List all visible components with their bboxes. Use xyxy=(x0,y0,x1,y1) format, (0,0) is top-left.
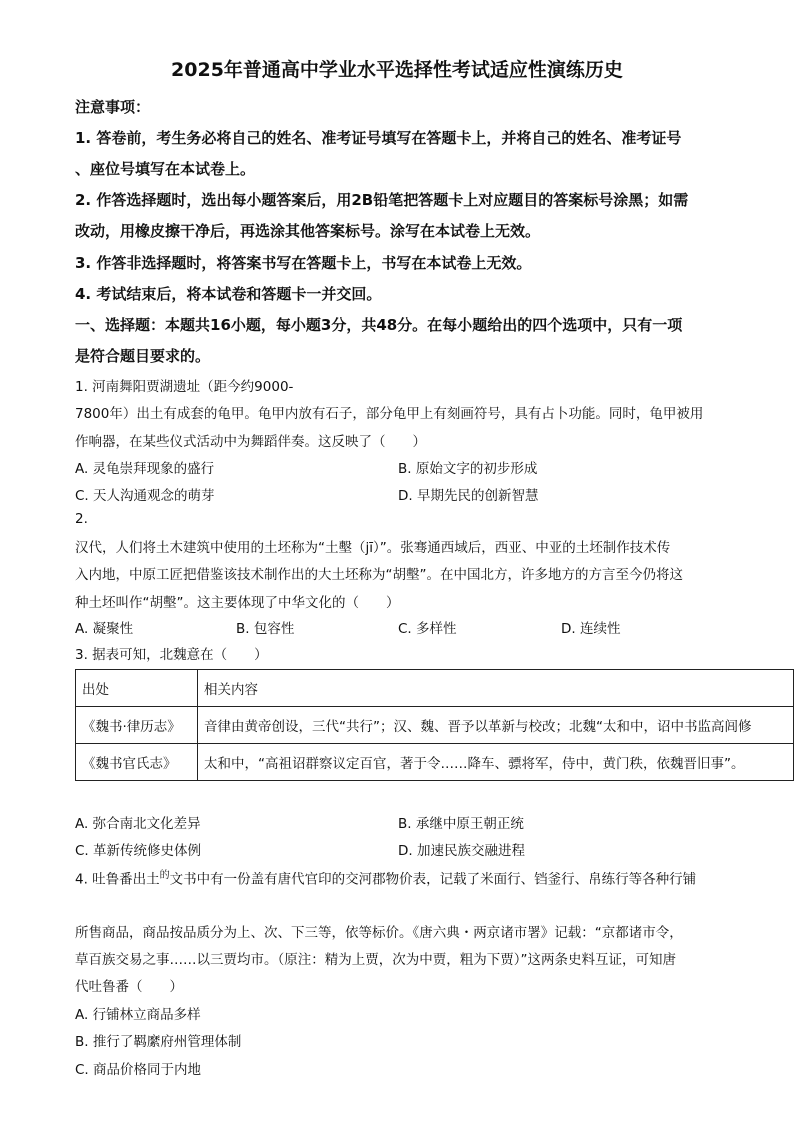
q4-stem-1a: 4. 吐鲁番出土 xyxy=(75,871,160,888)
table-cell-source: 《魏书官氏志》 xyxy=(76,744,198,781)
table-cell-content: 音律由黄帝创设，三代“共行”；汉、魏、晋予以革新与校改；北魏“太和中，诏中书监高闾修 xyxy=(198,707,794,744)
source-table xyxy=(75,669,794,781)
q1-stem-3: 作响器，在某些仪式活动中为舞蹈伴奏。这反映了（ ） xyxy=(75,434,426,450)
q1-option-a[interactable]: A. 灵龟崇拜现象的盛行 xyxy=(75,461,215,477)
section-heading: 一、选择题：本题共16小题，每小题3分，共48分。在每小题给出的四个选项中，只有一项 xyxy=(75,316,683,334)
q3-option-b[interactable]: B. 承继中原王朝正统 xyxy=(398,816,524,832)
q3-stem: 3. 据表可知，北魏意在（ ） xyxy=(75,647,268,663)
table-header-content: 相关内容 xyxy=(198,670,794,707)
q3-option-d[interactable]: D. 加速民族交融进程 xyxy=(398,843,525,859)
table-header-row xyxy=(76,670,794,707)
q1-option-d[interactable]: D. 早期先民的创新智慧 xyxy=(398,488,539,504)
q2-option-b[interactable]: B. 包容性 xyxy=(236,621,295,637)
q1-option-c[interactable]: C. 天人沟通观念的萌芽 xyxy=(75,488,215,504)
q3-option-c[interactable]: C. 革新传统修史体例 xyxy=(75,843,202,859)
q4-option-b[interactable]: B. 推行了羁縻府州管理体制 xyxy=(75,1034,242,1050)
q2-option-c[interactable]: C. 多样性 xyxy=(398,621,457,637)
note-2: 2. 作答选择题时，选出每小题答案后，用2B铅笔把答题卡上对应题目的答案标号涂黑；如需 xyxy=(75,191,689,209)
note-3: 3. 作答非选择题时，将答案书写在答题卡上，书写在本试卷上无效。 xyxy=(75,254,532,272)
q3-option-a[interactable]: A. 弥合南北文化差异 xyxy=(75,816,201,832)
q4-stem-2: 所售商品，商品按品质分为上、次、下三等，依等标价。《唐六典・两京诸市署》记载：“京都诸市令， xyxy=(75,925,683,941)
note-4: 4. 考试结束后，将本试卷和答题卡一并交回。 xyxy=(75,285,382,303)
table-row xyxy=(76,707,794,744)
q4-stem-sup: 的 xyxy=(159,870,170,881)
table-cell-source: 《魏书·律历志》 xyxy=(76,707,198,744)
q4-stem-3: 草百族交易之事……以三贾均市。（原注：精为上贾，次为中贾，粗为下贾）”这两条史料互证，可知唐 xyxy=(75,952,676,968)
q2-option-d[interactable]: D. 连续性 xyxy=(561,621,621,637)
table-row xyxy=(76,744,794,781)
q4-option-c[interactable]: C. 商品价格同于内地 xyxy=(75,1062,202,1078)
note-1: 1. 答卷前，考生务必将自己的姓名、准考证号填写在答题卡上，并将自己的姓名、准考证号 xyxy=(75,129,682,147)
q1-option-b[interactable]: B. 原始文字的初步形成 xyxy=(398,461,538,477)
q2-stem-3: 种土坯叫作“胡墼”。这主要体现了中华文化的（ ） xyxy=(75,595,400,611)
q1-stem-2: 7800年）出土有成套的龟甲。龟甲内放有石子，部分龟甲上有刻画符号，具有占卜功能。同时，龟甲被用 xyxy=(75,406,704,422)
note-1-cont: 、座位号填写在本试卷上。 xyxy=(75,160,256,178)
section-heading-cont: 是符合题目要求的。 xyxy=(75,347,211,365)
q4-stem-4: 代吐鲁番（ ） xyxy=(75,979,183,995)
table-cell-content: 太和中，“高祖诏群察议定百官，著于令……降车、骠将军，侍中，黄门秩，依魏晋旧事”。 xyxy=(198,744,794,781)
table-header-source: 出处 xyxy=(76,670,198,707)
q4-stem-1b: 文书中有一份盖有唐代官印的交河郡物价表，记载了米面行、铛釜行、帛练行等各种行铺 xyxy=(169,871,697,888)
q2-number: 2. xyxy=(75,511,88,527)
q2-stem-2: 入内地，中原工匠把借鉴该技术制作出的大土坯称为“胡墼”。在中国北方，许多地方的方言至今仍将这 xyxy=(75,567,683,583)
notes-heading: 注意事项： xyxy=(75,98,151,116)
page-title: 2025年普通高中学业水平选择性考试适应性演练历史 xyxy=(171,59,623,81)
q2-stem-1: 汉代，人们将土木建筑中使用的土坯称为“土墼（jī）”。张骞通西域后，西亚、中亚的土坯制作技术传 xyxy=(75,540,671,556)
q2-option-a[interactable]: A. 凝聚性 xyxy=(75,621,134,637)
q4-stem-1 xyxy=(75,866,696,888)
q1-stem-1: 1. 河南舞阳贾湖遗址（距今约9000- xyxy=(75,379,294,395)
q4-option-a[interactable]: A. 行铺林立商品多样 xyxy=(75,1007,201,1023)
note-2-cont: 改动，用橡皮擦干净后，再选涂其他答案标号。涂写在本试卷上无效。 xyxy=(75,222,541,240)
